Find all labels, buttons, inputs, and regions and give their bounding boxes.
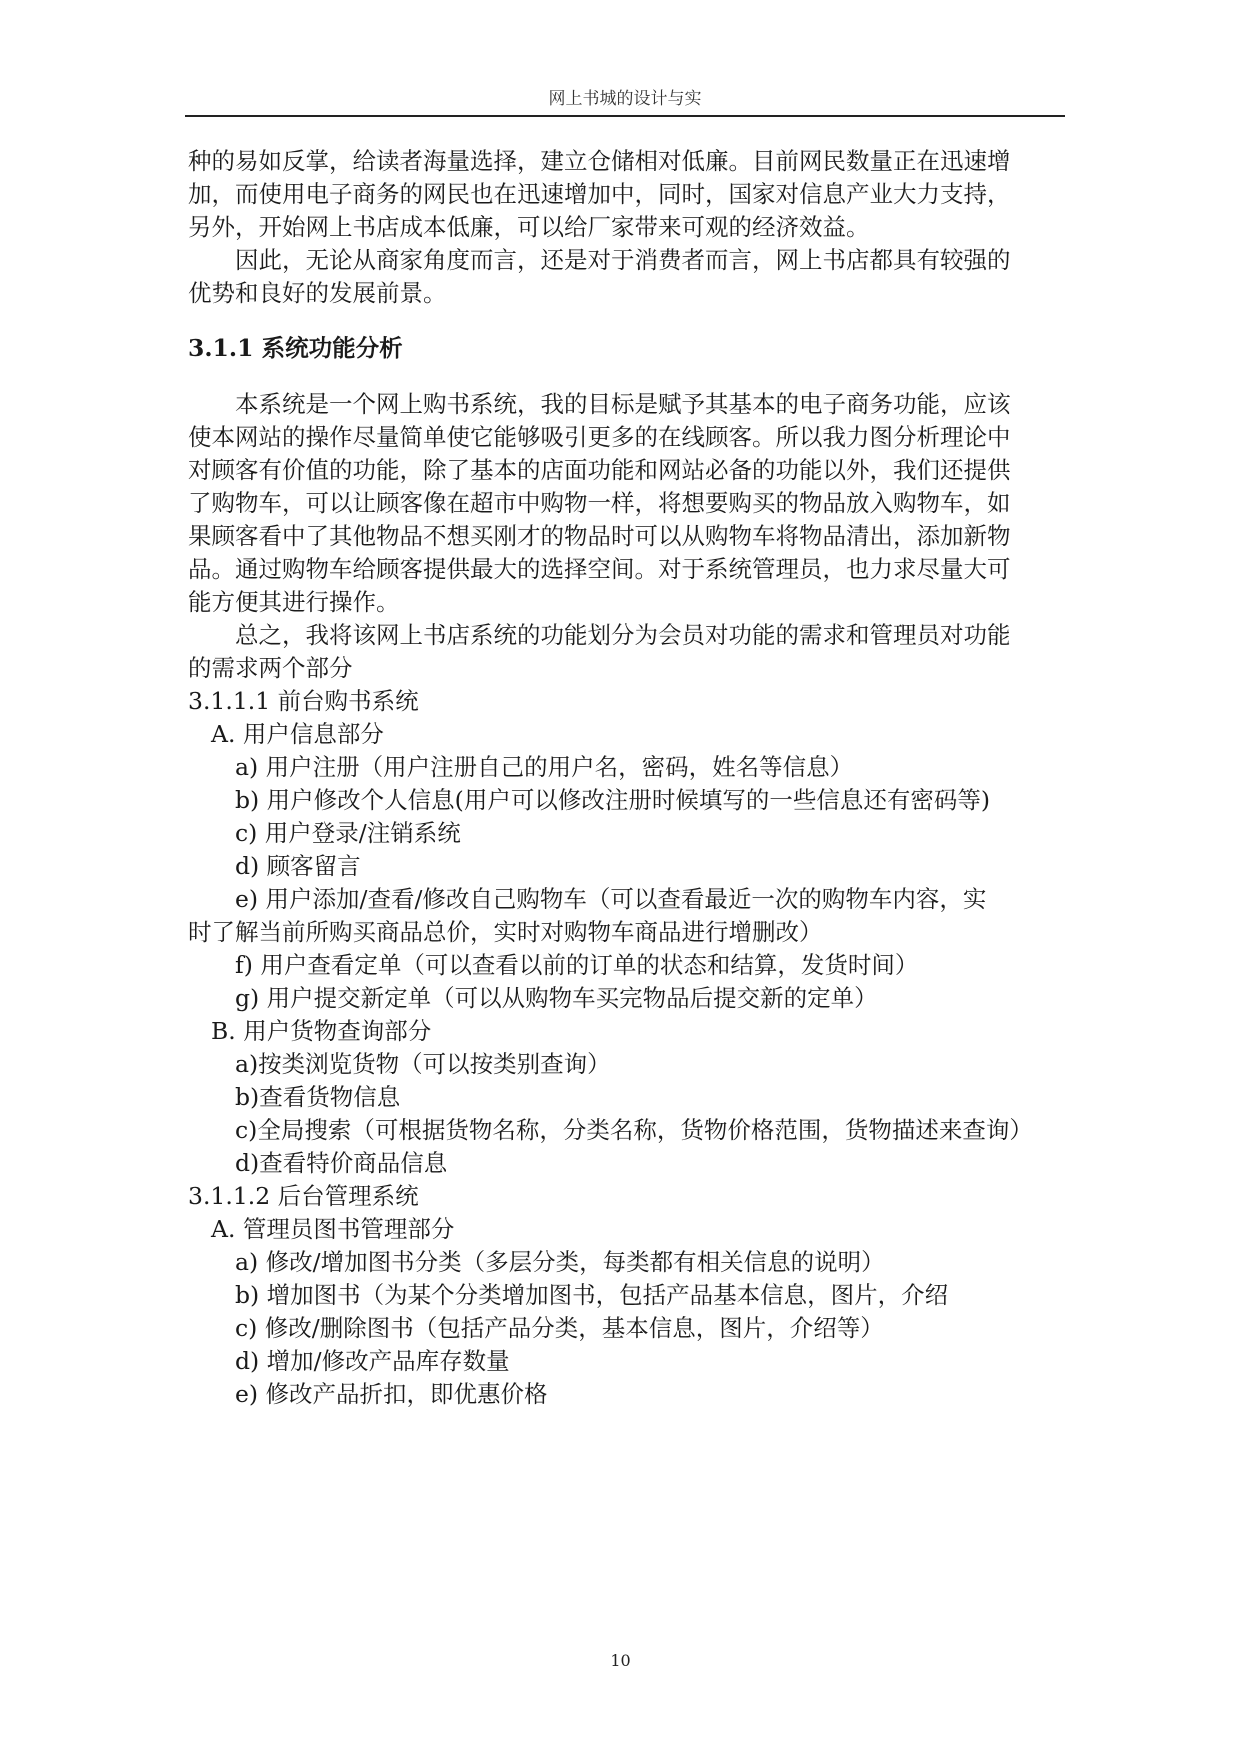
- body-line: 果顾客看中了其他物品不想买刚才的物品时可以从购物车将物品清出，添加新物: [188, 522, 1011, 550]
- list-item-continuation: 时了解当前所购买商品总价，实时对购物车商品进行增删改）: [188, 918, 823, 946]
- list-group-title: A. 管理员图书管理部分: [211, 1215, 455, 1243]
- subsection-heading: 3.1.1.1 前台购书系统: [188, 687, 419, 715]
- list-group-title: A. 用户信息部分: [211, 720, 384, 748]
- body-line: 加，而使用电子商务的网民也在迅速增加中，同时，国家对信息产业大力支持，: [188, 180, 1011, 208]
- body-line: 种的易如反掌，给读者海量选择，建立仓储相对低廉。目前网民数量正在迅速增: [188, 147, 1011, 175]
- list-item: c) 修改/删除图书（包括产品分类，基本信息，图片，介绍等）: [235, 1314, 884, 1342]
- list-item: b) 用户修改个人信息(用户可以修改注册时候填写的一些信息还有密码等): [235, 786, 991, 814]
- header-rule: [185, 115, 1065, 117]
- list-item: g) 用户提交新定单（可以从购物车买完物品后提交新的定单）: [235, 984, 878, 1012]
- list-item: e) 修改产品折扣，即优惠价格: [235, 1380, 548, 1408]
- body-line: 了购物车，可以让顾客像在超市中购物一样，将想要购买的物品放入购物车，如: [188, 489, 1011, 517]
- body-line: 的需求两个部分: [188, 654, 353, 682]
- list-item: e) 用户添加/查看/修改自己购物车（可以查看最近一次的购物车内容，实: [235, 885, 987, 913]
- list-item: f) 用户查看定单（可以查看以前的订单的状态和结算，发货时间）: [235, 951, 919, 979]
- list-item: b)查看货物信息: [235, 1083, 401, 1111]
- list-item: a) 修改/增加图书分类（多层分类，每类都有相关信息的说明）: [235, 1248, 885, 1276]
- list-item: d) 增加/修改产品库存数量: [235, 1347, 510, 1375]
- body-line: 对顾客有价值的功能，除了基本的店面功能和网站必备的功能以外，我们还提供: [188, 456, 1011, 484]
- subsection-heading: 3.1.1.2 后台管理系统: [188, 1182, 419, 1210]
- body-line: 另外，开始网上书店成本低廉，可以给厂家带来可观的经济效益。: [188, 213, 870, 241]
- list-item: d)查看特价商品信息: [235, 1149, 448, 1177]
- body-line: 本系统是一个网上购书系统，我的目标是赋予其基本的电子商务功能，应该: [235, 390, 1011, 418]
- list-item: b) 增加图书（为某个分类增加图书，包括产品基本信息，图片，介绍: [235, 1281, 949, 1309]
- body-line: 优势和良好的发展前景。: [188, 279, 447, 307]
- body-line: 品。通过购物车给顾客提供最大的选择空间。对于系统管理员，也力求尽量大可: [188, 555, 1011, 583]
- body-line: 因此，无论从商家角度而言，还是对于消费者而言，网上书店都具有较强的: [235, 246, 1011, 274]
- page-header: 网上书城的设计与实: [548, 89, 702, 109]
- body-line: 能方便其进行操作。: [188, 588, 400, 616]
- list-group-title: B. 用户货物查询部分: [211, 1017, 432, 1045]
- section-heading: 3.1.1 系统功能分析: [188, 334, 403, 362]
- body-line: 使本网站的操作尽量简单使它能够吸引更多的在线顾客。所以我力图分析理论中: [188, 423, 1011, 451]
- list-item: a)按类浏览货物（可以按类别查询）: [235, 1050, 611, 1078]
- list-item: c) 用户登录/注销系统: [235, 819, 461, 847]
- list-item: c)全局搜索（可根据货物名称，分类名称，货物价格范围，货物描述来查询）: [235, 1116, 1033, 1144]
- list-item: a) 用户注册（用户注册自己的用户名，密码，姓名等信息）: [235, 753, 854, 781]
- body-line: 总之，我将该网上书店系统的功能划分为会员对功能的需求和管理员对功能: [235, 621, 1011, 649]
- page-number: 10: [610, 1651, 631, 1670]
- list-item: d) 顾客留言: [235, 852, 361, 880]
